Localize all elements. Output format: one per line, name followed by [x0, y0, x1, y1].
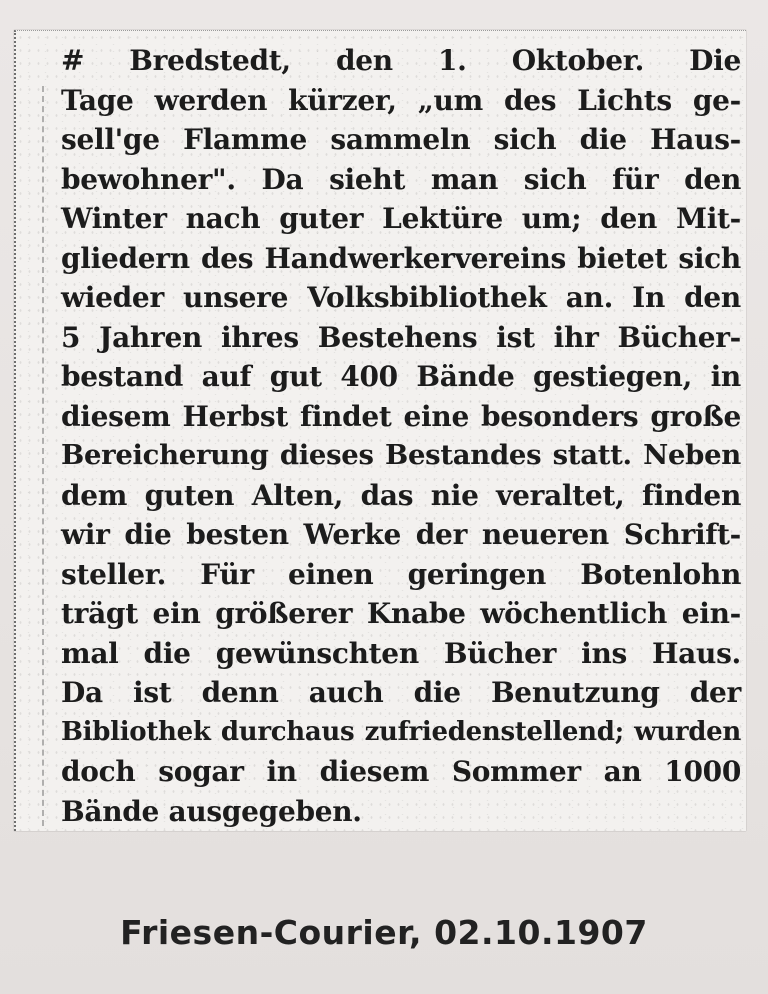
column-rule — [42, 86, 44, 826]
newspaper-clipping — [14, 30, 746, 831]
article-line: wieder unsere Volksbibliothek an. In den — [61, 281, 741, 314]
article-line: Bände ausgegeben. — [61, 794, 362, 828]
article-line: bestand auf gut 400 Bände gestiegen, in — [61, 360, 741, 393]
article-line: trägt ein größerer Knabe wöchentlich ein- — [61, 597, 741, 630]
source-caption: Friesen-Courier, 02.10.1907 — [120, 913, 648, 952]
article-line: mal die gewünschten Bücher ins Haus. — [61, 636, 741, 670]
article-line: dem guten Alten, das nie veraltet, finden — [61, 478, 741, 512]
article-text — [61, 41, 741, 831]
article-line: Bereicherung dieses Bestandes statt. Neben — [61, 439, 741, 471]
article-line: 5 Jahren ihres Bestehens ist ihr Bücher- — [61, 320, 741, 354]
article-line: wir die besten Werke der neueren Schrift- — [61, 518, 741, 551]
article-line: Tage werden kürzer, „um des Lichts ge- — [61, 83, 741, 117]
article-line: Winter nach guter Lektüre um; den Mit- — [61, 202, 741, 235]
article-line: Da ist denn auch die Benutzung der — [61, 676, 741, 709]
article-line: bewohner". Da sieht man sich für den — [61, 162, 741, 196]
article-line: gliedern des Handwerkervereins bietet sich — [61, 241, 741, 275]
article-line: sell'ge Flamme sammeln sich die Haus- — [61, 123, 741, 156]
article-line: # Bredstedt, den 1. Oktober. Die — [61, 44, 741, 77]
article-line: diesem Herbst findet eine besonders große — [61, 399, 741, 433]
article-line: Bibliothek durchaus zufriedenstellend; wurden — [61, 716, 741, 747]
article-line: steller. Für einen geringen Botenlohn — [61, 557, 741, 591]
article-line: doch sogar in diesem Sommer an 1000 — [61, 755, 741, 788]
